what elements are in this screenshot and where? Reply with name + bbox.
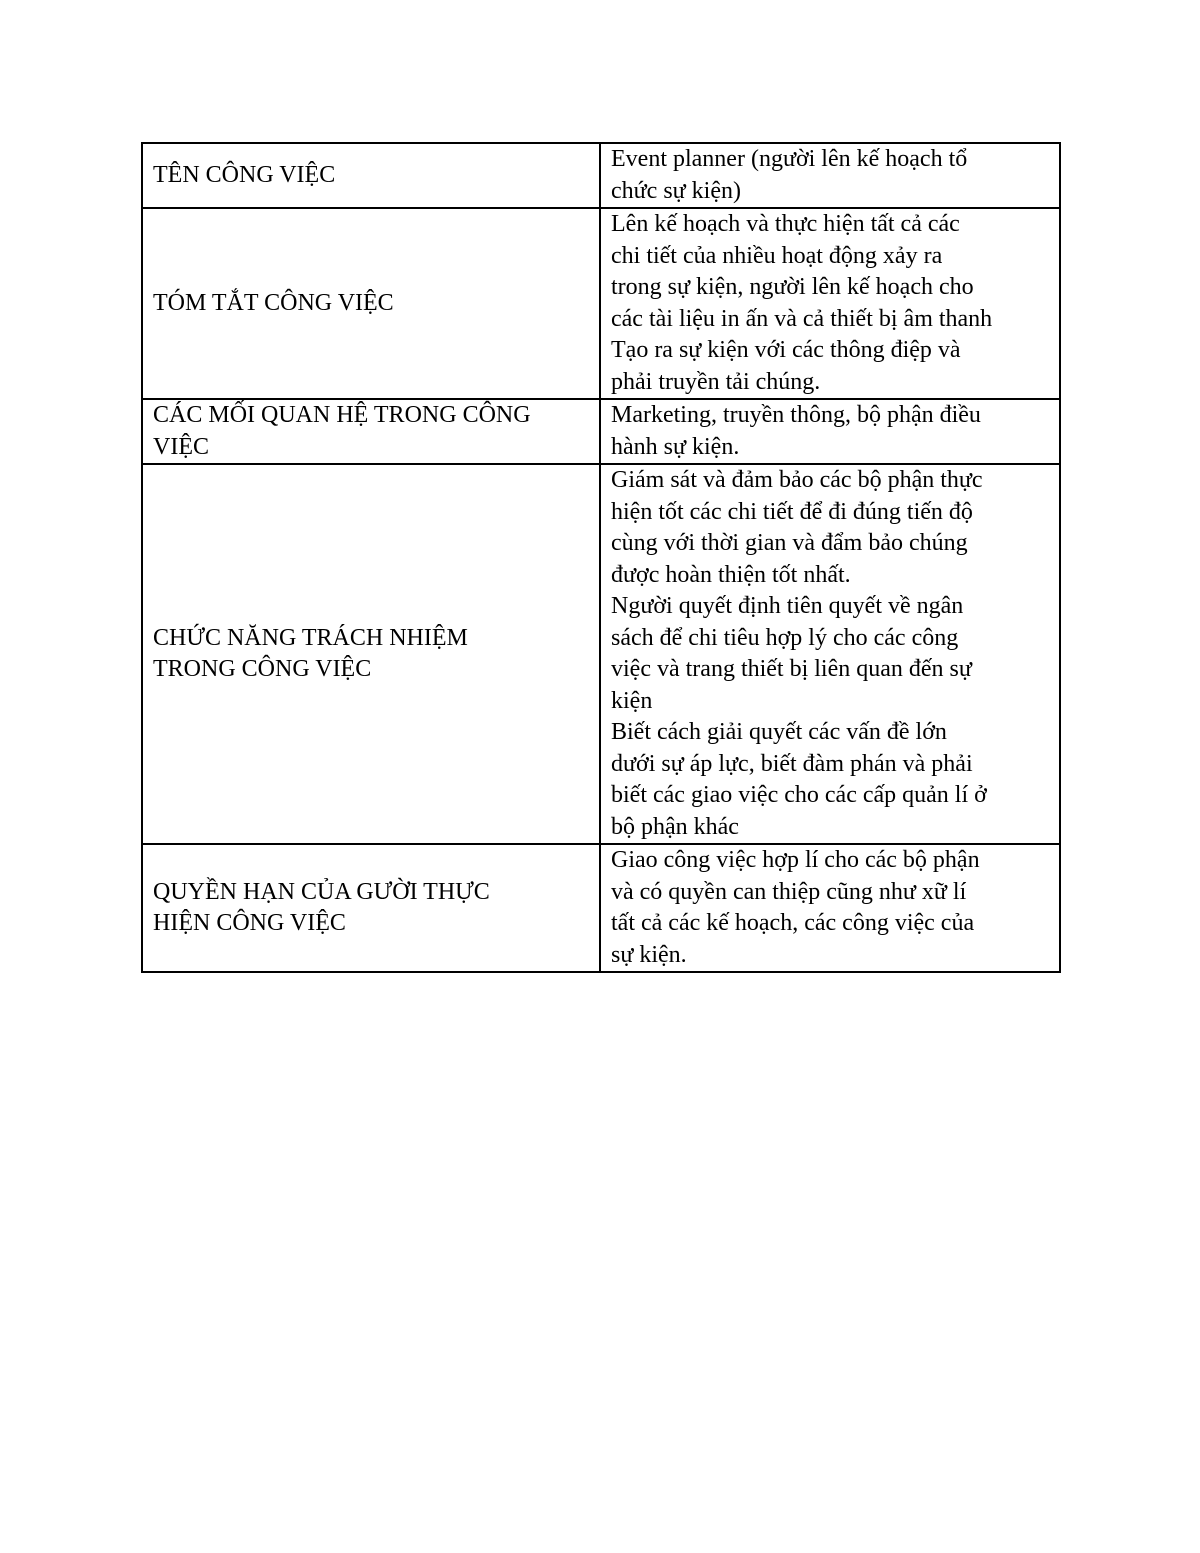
job-description-table: [141, 142, 1061, 973]
row-value-responsibilities: [600, 464, 1060, 844]
value-line: sự kiện.: [611, 941, 687, 968]
table-row: [142, 844, 1060, 972]
value-line: việc và trang thiết bị liên quan đến sự: [611, 656, 972, 682]
value-line: kiện: [611, 687, 653, 714]
value-line: Giao công việc hợp lí cho các bộ phận: [611, 847, 980, 873]
table-row: [142, 143, 1060, 208]
label-line: CHỨC NĂNG TRÁCH NHIỆM: [153, 624, 468, 651]
value-line: biết các giao việc cho các cấp quản lí ở: [611, 782, 987, 808]
value-line: Marketing, truyền thông, bộ phận điều: [611, 402, 981, 428]
row-label-authority: [142, 844, 600, 972]
row-label-relationships: [142, 399, 600, 464]
value-line: tất cả các kế hoạch, các công việc của: [611, 910, 975, 936]
label-line: TÊN CÔNG VIỆC: [153, 161, 336, 188]
row-value-job-summary: [600, 208, 1060, 399]
row-value-relationships: [600, 399, 1060, 464]
row-label-job-title: [142, 143, 600, 208]
label-line: HIỆN CÔNG VIỆC: [153, 910, 346, 936]
table-row: [142, 464, 1060, 844]
value-line: được hoàn thiện tốt nhất.: [611, 561, 851, 588]
value-line: Lên kế hoạch và thực hiện tất cả các: [611, 211, 960, 237]
value-line: trong sự kiện, người lên kế hoạch cho: [611, 274, 974, 300]
label-line: QUYỀN HẠN CỦA GƯỜI THỰC: [153, 878, 490, 905]
row-label-responsibilities: [142, 464, 600, 844]
value-line: hành sự kiện.: [611, 433, 740, 460]
value-line: Tạo ra sự kiện với các thông điệp và: [611, 337, 961, 363]
table-row: [142, 399, 1060, 464]
value-line: dưới sự áp lực, biết đàm phán và phải: [611, 750, 973, 777]
row-value-job-title: [600, 143, 1060, 208]
value-line: và có quyền can thiệp cũng như xữ lí: [611, 878, 967, 905]
table-row: [142, 208, 1060, 399]
value-line: Biết cách giải quyết các vấn đề lớn: [611, 719, 947, 745]
value-line: cùng với thời gian và đẩm bảo chúng: [611, 530, 968, 556]
value-line: chi tiết của nhiều hoạt động xảy ra: [611, 242, 943, 269]
value-line: Giám sát và đảm bảo các bộ phận thực: [611, 467, 983, 493]
row-value-authority: [600, 844, 1060, 972]
value-line: bộ phận khác: [611, 813, 739, 840]
row-label-job-summary: [142, 208, 600, 399]
value-line: các tài liệu in ấn và cả thiết bị âm thanh: [611, 305, 993, 332]
value-line: Người quyết định tiên quyết về ngân: [611, 593, 964, 619]
value-line: hiện tốt các chi tiết để đi đúng tiến độ: [611, 498, 973, 525]
value-line: phải truyền tải chúng.: [611, 368, 821, 395]
label-line: TRONG CÔNG VIỆC: [153, 656, 372, 682]
label-line: CÁC MỐI QUAN HỆ TRONG CÔNG: [153, 402, 531, 428]
label-line: TÓM TẮT CÔNG VIỆC: [153, 289, 394, 316]
value-line: sách để chi tiêu hợp lý cho các công: [611, 624, 959, 651]
label-line: VIỆC: [153, 433, 209, 460]
value-line: chức sự kiện): [611, 177, 741, 204]
value-line: Event planner (người lên kế hoạch tổ: [611, 146, 968, 172]
